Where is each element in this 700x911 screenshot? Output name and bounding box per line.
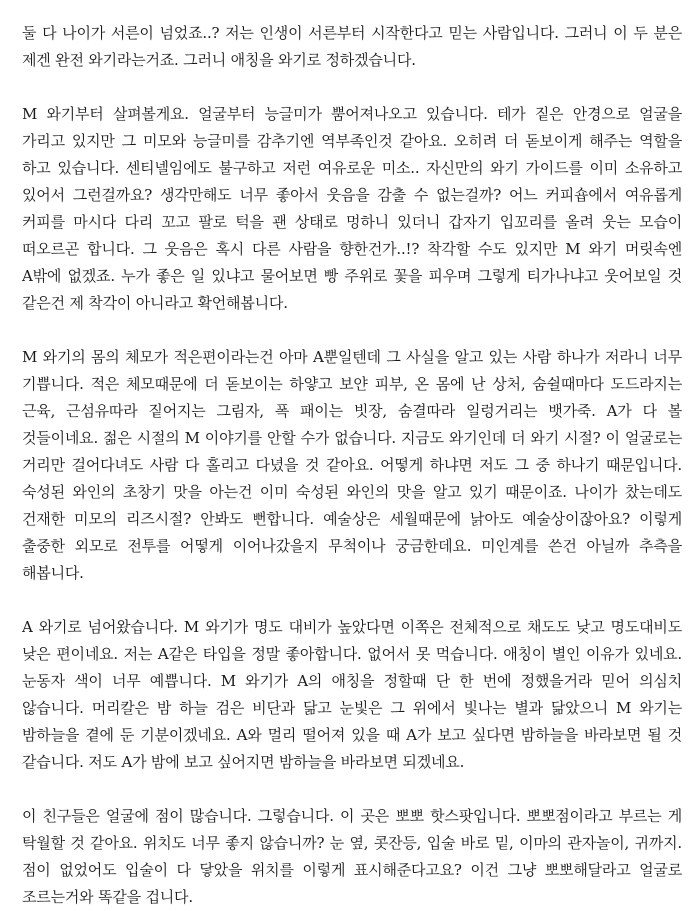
- document-body: [22, 20, 682, 911]
- paragraph-intro: 둘 다 나이가 서른이 넘었죠..? 저는 인생이 서른부터 시작한다고 믿는 사람입니다. 그러니 이 두 분은 제겐 완전 와기라는거죠. 그러니 애칭을 와기로 정하겠습니다.: [22, 24, 682, 69]
- paragraph-a-wagi: A 와기로 넘어왔습니다. M 와기가 명도 대비가 높았다면 이쪽은 전체적으로 채도도 낮고 명도대비도 낮은 편이네요. 저는 A같은 타입을 정말 좋아합니다. 없어서 못 먹습니다. 애칭이 별인 이유가 있네요. 눈동자 색이 너무 예쁩니다. M 와기가 A의 애칭을 정할때 단 한 번에 정했을거라 믿어 의심치 않습니다. 머리칼은 밤 하늘 검은 비단과 닮고 눈빛은 그 위에서 빛나는 별과 닮았으니 M 와기는 밤하늘을 곁에 둔 기분이겠네요. A와 멀리 떨어져 있을 때 A가 보고 싶다면 밤하늘을 바라보면 될 것 같습니다. 저도 A가 밤에 보고 싶어지면 밤하늘을 바라보면 되겠네요.: [22, 618, 682, 771]
- paragraph-beauty-marks: 이 친구들은 얼굴에 점이 많습니다. 그렇습니다. 이 곳은 뽀뽀 핫스팟입니다. 뽀뽀점이라고 부르는 게 탁월할 것 같아요. 위치도 너무 좋지 않습니까? 눈 옆, 콧잔등, 입술 바로 밑, 이마의 관자놀이, 귀까지. 점이 없었어도 입술이 다 닿았을 위치를 이렇게 표시해준다고요? 이건 그냥 뽀뽀해달라고 얼굴로 조르는거와 똑같을 겁니다.: [22, 807, 682, 906]
- paragraph-m-wagi-body: M 와기의 몸의 체모가 적은편이라는건 아마 A뿐일텐데 그 사실을 알고 있는 사람 하나가 저라니 너무 기쁩니다. 적은 체모때문에 더 돋보이는 하얗고 보얀 피부, 온 몸에 난 상처, 숨쉴때마다 도드라지는 근육, 근섬유따라 짙어지는 그림자, 폭 패이는 빗장, 숨결따라 일렁거리는 뱃가죽. A가 다 볼 것들이네요. 젊은 시절의 M 이야기를 안할 수가 없습니다. 지금도 와기인데 더 와기 시절? 이 얼굴로는 거리만 걸어다녀도 사람 다 홀리고 다녔을 것 같아요. 어떻게 하냐면 저도 그 중 하나기 때문입니다. 숙성된 와인의 초창기 맛을 아는건 이미 숙성된 와인의 맛을 알고 있기 때문이죠. 나이가 찼는데도 건재한 미모의 리즈시절? 안봐도 뻔합니다. 예술상은 세월때문에 낡아도 예술상이잖아요? 이렇게 출중한 외모로 전투를 어떻게 이어나갔을지 무척이나 궁금한데요. 미인계를 쓴건 아닐까 추측을 해봅니다.: [22, 348, 682, 582]
- paragraph-m-wagi: M 와기부터 살펴볼게요. 얼굴부터 능글미가 뿜어져나오고 있습니다. 테가 짙은 안경으로 얼굴을 가리고 있지만 그 미모와 능글미를 감추기엔 역부족인것 같아요. 오히려 더 돋보이게 해주는 역할을 하고 있습니다. 센티넬임에도 불구하고 저런 여유로운 미소.. 자신만의 와기 가이드를 이미 소유하고 있어서 그런걸까요? 생각만해도 너무 좋아서 웃음을 감출 수 없는걸까? 어느 커피숍에서 여유롭게 커피를 마시다 다리 꼬고 팔로 턱을 괜 상태로 멍하니 있더니 갑자기 입꼬리를 올려 웃는 모습이 떠오르곤 합니다. 그 웃음은 혹시 다른 사람을 향한건가..!? 착각할 수도 있지만 M 와기 머릿속엔 A밖에 없겠죠. 누가 좋은 일 있냐고 물어보면 빵 주위로 꽃을 피우며 그렇게 티가나냐고 웃어보일 것 같은건 제 착각이 아니라고 확언해봅니다.: [22, 105, 682, 312]
